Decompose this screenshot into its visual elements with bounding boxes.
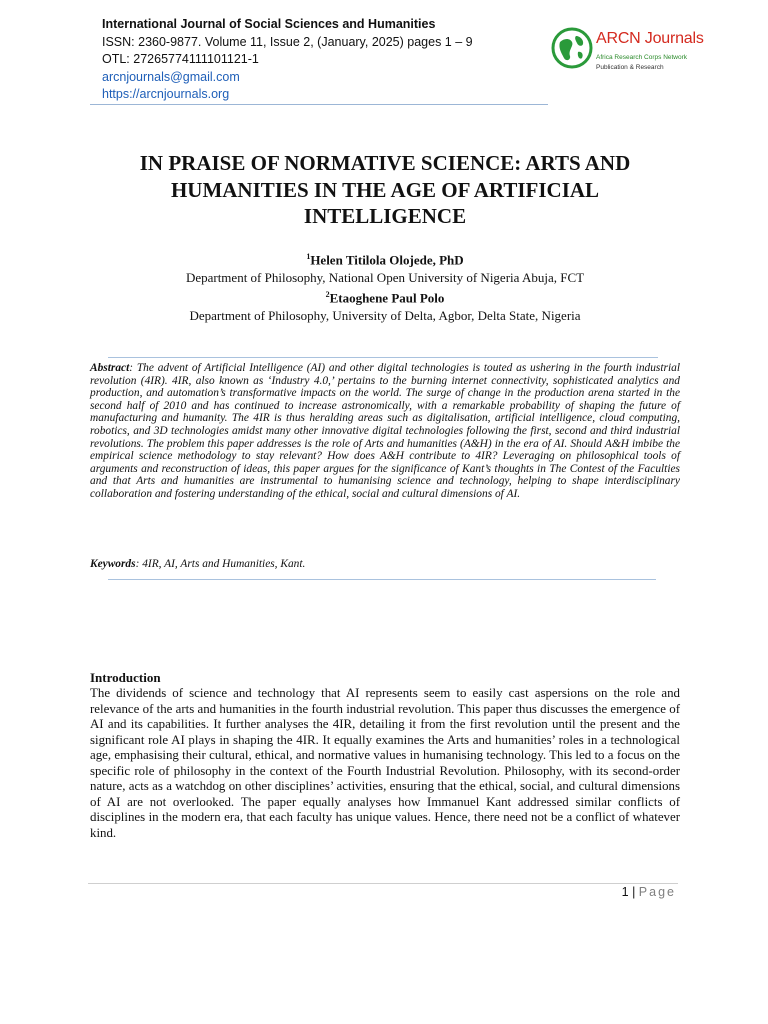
arcn-logo: [550, 24, 720, 80]
abstract-top-rule: [108, 357, 658, 358]
email-link[interactable]: arcnjournals@gmail.com: [102, 69, 240, 84]
page-separator: |: [632, 885, 636, 899]
introduction-text: The dividends of science and technology that AI represents seem to easily cast aspersions on the role and relevance of the arts and humanities in the fourth industrial revolution. This paper thus discusses the emergence of AI and its capabilities. It further analyses the 4IR, detailing it from the first revolution until the present and the significant role AI plays in shaping the 4IR. It equally examines the Arts and humanities’ roles in a technological age, emphasising their cultural, ethical, and normative values in humanising technology. This led to a focus on the specific role of philosophy in the context of the Fourth Industrial Revolution. Philosophy, with its second-order nature, acts as a watchdog on other disciplines’ activities, ensuring that the ethical, social, and cultural dimensions of AI are not overlooked. The paper equally analyses how Immanuel Kant addressed similar conflicts of disciplines in the modern era, that each faculty has unique values. Hence, there need not be a conflict of whatever kind.: [90, 686, 680, 840]
otl-line: OTL: 27265774111101121-1: [102, 52, 259, 66]
author-1-name: [90, 248, 680, 269]
page-number: [622, 885, 676, 899]
abstract-label: Abstract: [90, 362, 130, 374]
header-divider: [90, 104, 548, 105]
introduction-heading: Introduction: [90, 670, 161, 685]
author-1-affiliation: Department of Philosophy, National Open University of Nigeria Abuja, FCT: [185, 269, 585, 285]
footer-divider: [88, 883, 678, 884]
author-1-name-text: Helen Titilola Olojede, PhD: [310, 252, 464, 268]
keywords-text: : 4IR, AI, Arts and Humanities, Kant.: [135, 558, 306, 570]
logo-brand: ARCN Journals: [596, 30, 704, 47]
issn-line: ISSN: 2360-9877. Volume 11, Issue 2, (January, 2025) pages 1 – 9: [102, 34, 473, 49]
author-2-name-text: Etaoghene Paul Polo: [329, 290, 445, 306]
author-1-marker: 1: [306, 252, 311, 261]
page-label: Page: [638, 885, 676, 899]
journal-header: [102, 16, 473, 104]
paper-title: IN PRAISE OF NORMATIVE SCIENCE: ARTS AND HUMANITIES IN THE AGE OF ARTIFICIAL INTELLIGENCE: [139, 151, 631, 228]
abstract: [90, 362, 680, 501]
journal-title: International Journal of Social Sciences and Humanities: [102, 17, 436, 31]
globe-icon: [550, 26, 594, 70]
author-2-affiliation: Department of Philosophy, University of Delta, Agbor, Delta State, Nigeria: [189, 308, 581, 324]
abstract-bottom-rule: [108, 579, 656, 580]
logo-subtagline: Publication & Research: [596, 64, 664, 71]
keywords: [90, 557, 680, 571]
author-2-name: [90, 286, 680, 307]
keywords-label: Keywords: [90, 558, 136, 570]
abstract-text: : The advent of Artificial Intelligence (AI) and other digital technologies is touted as ushering in the fourth industrial revolution (4IR). 4IR, also known as ‘Industry 4.0,’ pertains to the burning internet connectivity, sophisticated analytics and production, and automation’s transformative impacts on the world. The surge of change in the production arena started in the second half of 2010 and has continued to increase astronomically, with a remarkable probability of shaping the future of manufacturing and humanity. The 4IR is thus heralding areas such as digitalisation, artificial intelligence, cloud computing, robotics, and 3D technologies amidst many other innovative digital technologies following the first, second and third industrial revolutions. The problem this paper addresses is the role of Arts and humanities (A&H) in the era of AI. Should A&H imbibe the empirical science methodology to stay relevant? How does A&H contribute to 4IR? Leveraging on philosophical tools of arguments and reconstruction of ideas, this paper argues for the significance of Kant’s thoughts in The Contest of the Faculties and that Arts and humanities are instrumental to humanising science and technology, helping to shape interdisciplinary collaboration and fostering understanding of the ethical, social and cultural dimensions of AI.: [90, 362, 680, 500]
logo-tagline: Africa Research Corps Network: [596, 54, 688, 61]
author-block: [90, 248, 680, 325]
author-2-marker: 2: [325, 290, 330, 300]
page-number-value: 1: [621, 885, 629, 899]
website-link[interactable]: https://arcnjournals.org: [102, 87, 230, 101]
